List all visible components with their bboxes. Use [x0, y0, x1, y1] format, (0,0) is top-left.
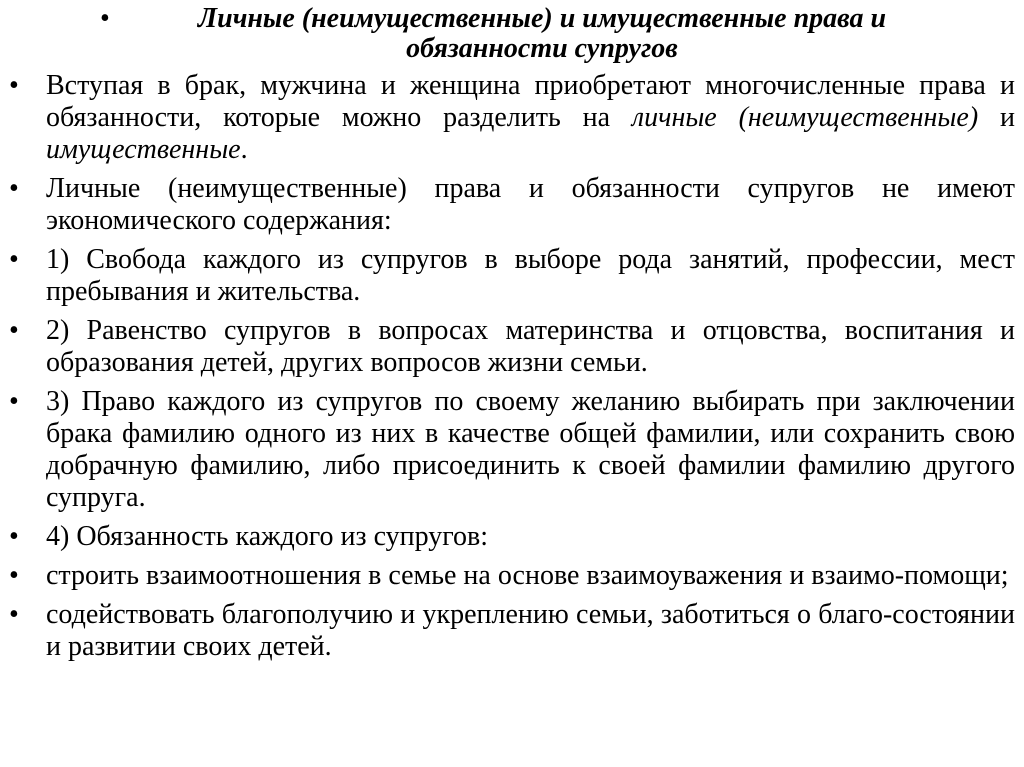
bullet-marker: •: [9, 315, 19, 346]
slide-title: [100, 4, 960, 64]
bullet-text: .: [240, 134, 248, 165]
bullet-marker: •: [9, 173, 19, 204]
title-bullet: •: [100, 3, 110, 34]
bullet-item: [0, 386, 1024, 514]
bullet-text: Личные (неимущественные) права и обязанности супругов не имеют экономического содержания:: [46, 173, 1015, 236]
bullet-item: [0, 244, 1024, 308]
bullet-marker: •: [9, 244, 19, 275]
bullet-text-italic: имущественные: [46, 134, 241, 165]
bullet-text: строить взаимоотношения в семье на основе взаимоуважения и взаимо-помощи;: [46, 560, 1009, 591]
bullet-text: 4) Обязанность каждого из супругов:: [46, 521, 489, 552]
bullet-text: Вступая в брак, мужчина и женщина приобретают многочисленные права и обязанности, которые можно разделить на: [46, 70, 1015, 133]
bullet-marker: •: [9, 70, 19, 101]
bullet-text: и: [978, 102, 1016, 133]
bullet-item: [0, 70, 1024, 166]
bullet-text-italic: личные (неимущественные): [631, 102, 979, 133]
bullet-item: [0, 173, 1024, 237]
bullet-item: [0, 599, 1024, 663]
bullet-marker: •: [9, 386, 19, 417]
bullet-marker: •: [9, 521, 19, 552]
bullet-item: [0, 560, 1024, 592]
bullet-text: содействовать благополучию и укреплению семьи, заботиться о благо-состоянии и развитии своих детей.: [46, 599, 1015, 662]
bullet-item: [0, 521, 1024, 553]
bullet-marker: •: [9, 560, 19, 591]
bullet-marker: •: [9, 599, 19, 630]
bullet-text: 2) Равенство супругов в вопросах материнства и отцовства, воспитания и образования детей, других вопросов жизни семьи.: [46, 315, 1015, 378]
bullet-item: [0, 315, 1024, 379]
title-text: Личные (неимущественные) и имущественные права и обязанности супругов: [197, 3, 887, 64]
bullet-list: [0, 70, 1024, 670]
bullet-text: 1) Свобода каждого из супругов в выборе рода занятий, профессии, мест пребывания и жительства.: [46, 244, 1015, 307]
bullet-text: 3) Право каждого из супругов по своему желанию выбирать при заключении брака фамилию одного из них в качестве общей фамилии, или сохранить свою добрачную фамилию, либо присоединить к своей фамилии фамилию другого супруга.: [46, 386, 1015, 513]
